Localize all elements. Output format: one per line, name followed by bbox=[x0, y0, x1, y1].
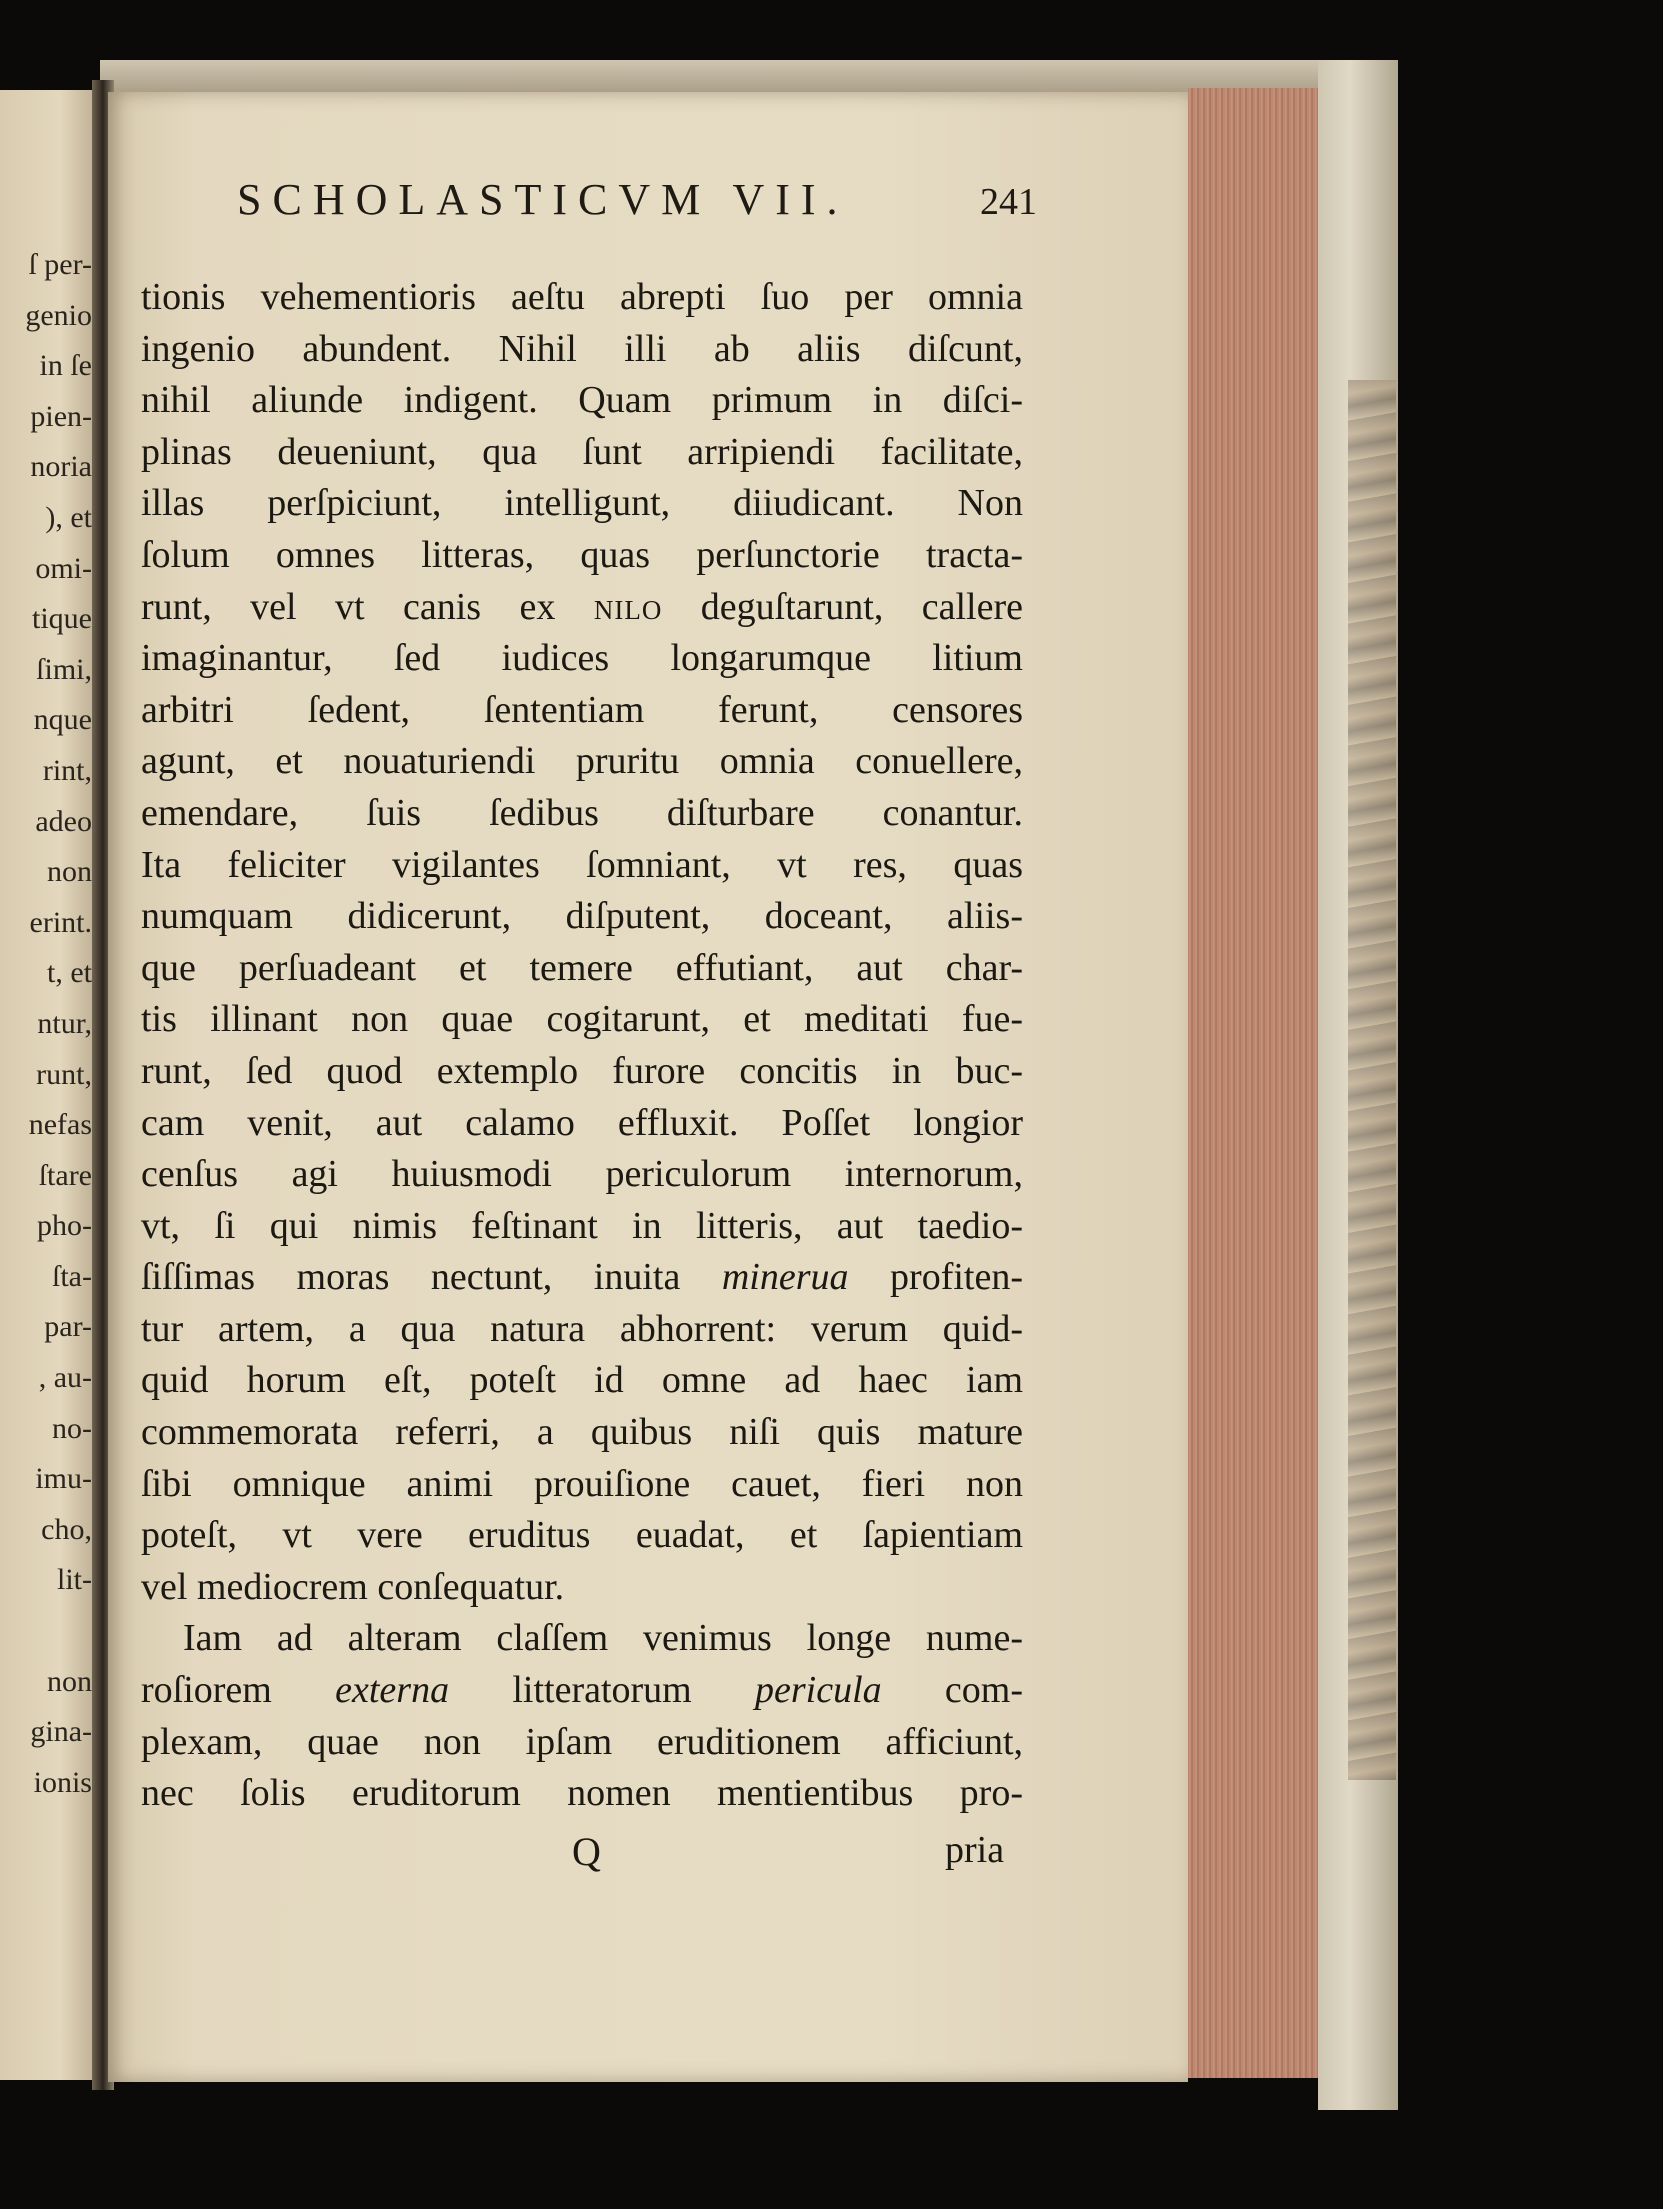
left-page-fragment: runt, bbox=[36, 1057, 92, 1091]
text-line: ſibi omnique animi prouiſione cauet, fieri non bbox=[141, 1462, 1023, 1505]
page-top-edge bbox=[100, 60, 1340, 94]
text-segment: roſiorem bbox=[141, 1669, 336, 1712]
left-page-fragment: ſ per- bbox=[28, 248, 92, 281]
text-line: cenſus agi huiusmodi periculorum internorum, bbox=[141, 1153, 1023, 1196]
left-page-fragments bbox=[0, 240, 92, 1808]
text-line: Iam ad alteram claſſem venimus longe nume- bbox=[183, 1617, 1023, 1660]
left-page-fragment: no- bbox=[52, 1411, 92, 1445]
page-fore-edge bbox=[1188, 88, 1318, 2078]
text-line: vt, ſi qui nimis feſtinant in litteris, aut taedio- bbox=[141, 1204, 1023, 1247]
left-page-fragment: tique bbox=[32, 602, 92, 636]
italic-word: minerua bbox=[721, 1256, 849, 1299]
text-segment: profiten- bbox=[848, 1256, 1023, 1299]
italic-word: pericula bbox=[755, 1669, 882, 1712]
text-line: imaginantur, ſed iudices longarumque litium bbox=[141, 637, 1023, 680]
running-head bbox=[237, 174, 1037, 234]
text-line bbox=[141, 582, 1023, 634]
left-page-fragment: non bbox=[47, 1664, 92, 1698]
left-page-fragment: cho, bbox=[41, 1512, 92, 1546]
text-line: vel mediocrem conſequatur. bbox=[141, 1565, 565, 1608]
text-line: numquam didicerunt, diſputent, doceant, aliis- bbox=[141, 895, 1023, 938]
signature-mark: Q bbox=[572, 1829, 601, 1874]
left-page-fragment: ionis bbox=[33, 1765, 92, 1799]
left-page-fragment: omi- bbox=[35, 551, 92, 585]
catchword: pria bbox=[945, 1829, 1005, 1871]
text-segment: runt, vel vt canis ex bbox=[141, 585, 594, 628]
text-line: ſolum omnes litteras, quas perſunctorie tracta- bbox=[141, 533, 1023, 576]
left-page-fragment: non bbox=[47, 855, 92, 889]
text-line: cam venit, aut calamo effluxit. Poſſet longior bbox=[141, 1101, 1023, 1144]
left-page-fragment: ), et bbox=[45, 500, 92, 534]
text-line: tis illinant non quae cogitarunt, et meditati fue- bbox=[141, 998, 1023, 1041]
text-line bbox=[141, 1665, 1023, 1717]
text-line: illas perſpiciunt, intelligunt, diiudicant. Non bbox=[141, 482, 1023, 525]
left-page-fragment: , au- bbox=[38, 1361, 92, 1395]
text-line: quid horum eſt, poteſt id omne ad haec iam bbox=[141, 1359, 1023, 1402]
text-segment: com- bbox=[881, 1669, 1023, 1712]
left-page-fragment: nefas bbox=[28, 1108, 92, 1142]
text-line: poteſt, vt vere eruditus euadat, et ſapientiam bbox=[141, 1514, 1023, 1557]
text-line: tionis vehementioris aeſtu abrepti ſuo per omnia bbox=[141, 276, 1023, 318]
text-line: plinas deueniunt, qua ſunt arripiendi facilitate, bbox=[141, 430, 1023, 473]
text-line: tur artem, a qua natura abhorrent: verum quid- bbox=[141, 1307, 1023, 1350]
text-line: nihil aliunde indigent. Quam primum in diſci- bbox=[141, 379, 1023, 422]
running-title: SCHOLASTICVM VII. bbox=[237, 175, 849, 224]
left-page-fragment: noria bbox=[30, 450, 92, 484]
left-page-fragment: erint. bbox=[29, 905, 92, 939]
marbled-endpaper bbox=[1348, 380, 1396, 1780]
text-line: commemorata referri, a quibus niſi quis mature bbox=[141, 1411, 1023, 1454]
left-page-fragment: pien- bbox=[30, 399, 92, 433]
left-page-fragment: ſta- bbox=[52, 1259, 92, 1293]
text-line: ingenio abundent. Nihil illi ab aliis diſcunt, bbox=[141, 327, 1023, 370]
left-page-fragment: in ſe bbox=[39, 349, 92, 383]
body-text bbox=[141, 272, 1023, 1820]
text-line: plexam, quae non ipſam eruditionem afficiunt, bbox=[141, 1720, 1023, 1763]
left-page-fragment: gina- bbox=[30, 1715, 92, 1749]
text-line: Ita feliciter vigilantes ſomniant, vt res, quas bbox=[141, 843, 1023, 886]
text-line: nec ſolis eruditorum nomen mentientibus pro- bbox=[141, 1772, 1023, 1815]
text-segment: deguſtarunt, callere bbox=[662, 585, 1023, 628]
page-number: 241 bbox=[980, 181, 1037, 223]
italic-word: externa bbox=[335, 1669, 450, 1712]
text-line bbox=[141, 1252, 1023, 1304]
left-page-fragment: genio bbox=[25, 298, 92, 332]
text-line: runt, ſed quod extemplo furore concitis in buc- bbox=[141, 1049, 1023, 1092]
text-line: que perſuadeant et temere effutiant, aut char- bbox=[141, 946, 1023, 989]
left-page-fragment: ſtare bbox=[38, 1158, 92, 1192]
text-line: agunt, et nouaturiendi pruritu omnia conuellere, bbox=[141, 740, 1023, 783]
text-segment: ſiſſimas moras nectunt, inuita bbox=[141, 1256, 722, 1299]
left-page-fragment: imu- bbox=[35, 1462, 92, 1496]
left-page-fragment: rint, bbox=[42, 753, 92, 787]
left-page-fragment: pho- bbox=[37, 1209, 92, 1243]
left-page-fragment bbox=[0, 1606, 92, 1657]
left-page-fragment: lit- bbox=[57, 1563, 92, 1597]
left-page-fragment: nque bbox=[33, 703, 92, 737]
left-page bbox=[0, 90, 100, 2080]
left-page-fragment: ntur, bbox=[37, 1006, 92, 1040]
left-page-fragment: adeo bbox=[35, 804, 92, 838]
text-line: arbitri ſedent, ſententiam ferunt, censores bbox=[141, 688, 1023, 731]
left-page-fragment: t, et bbox=[47, 956, 92, 990]
small-caps-word: nilo bbox=[593, 585, 663, 628]
left-page-fragment: ſimi, bbox=[36, 652, 92, 686]
left-page-fragment: par- bbox=[44, 1310, 92, 1344]
text-segment: litteratorum bbox=[449, 1669, 756, 1712]
text-line: emendare, ſuis ſedibus diſturbare conantur. bbox=[141, 791, 1023, 834]
